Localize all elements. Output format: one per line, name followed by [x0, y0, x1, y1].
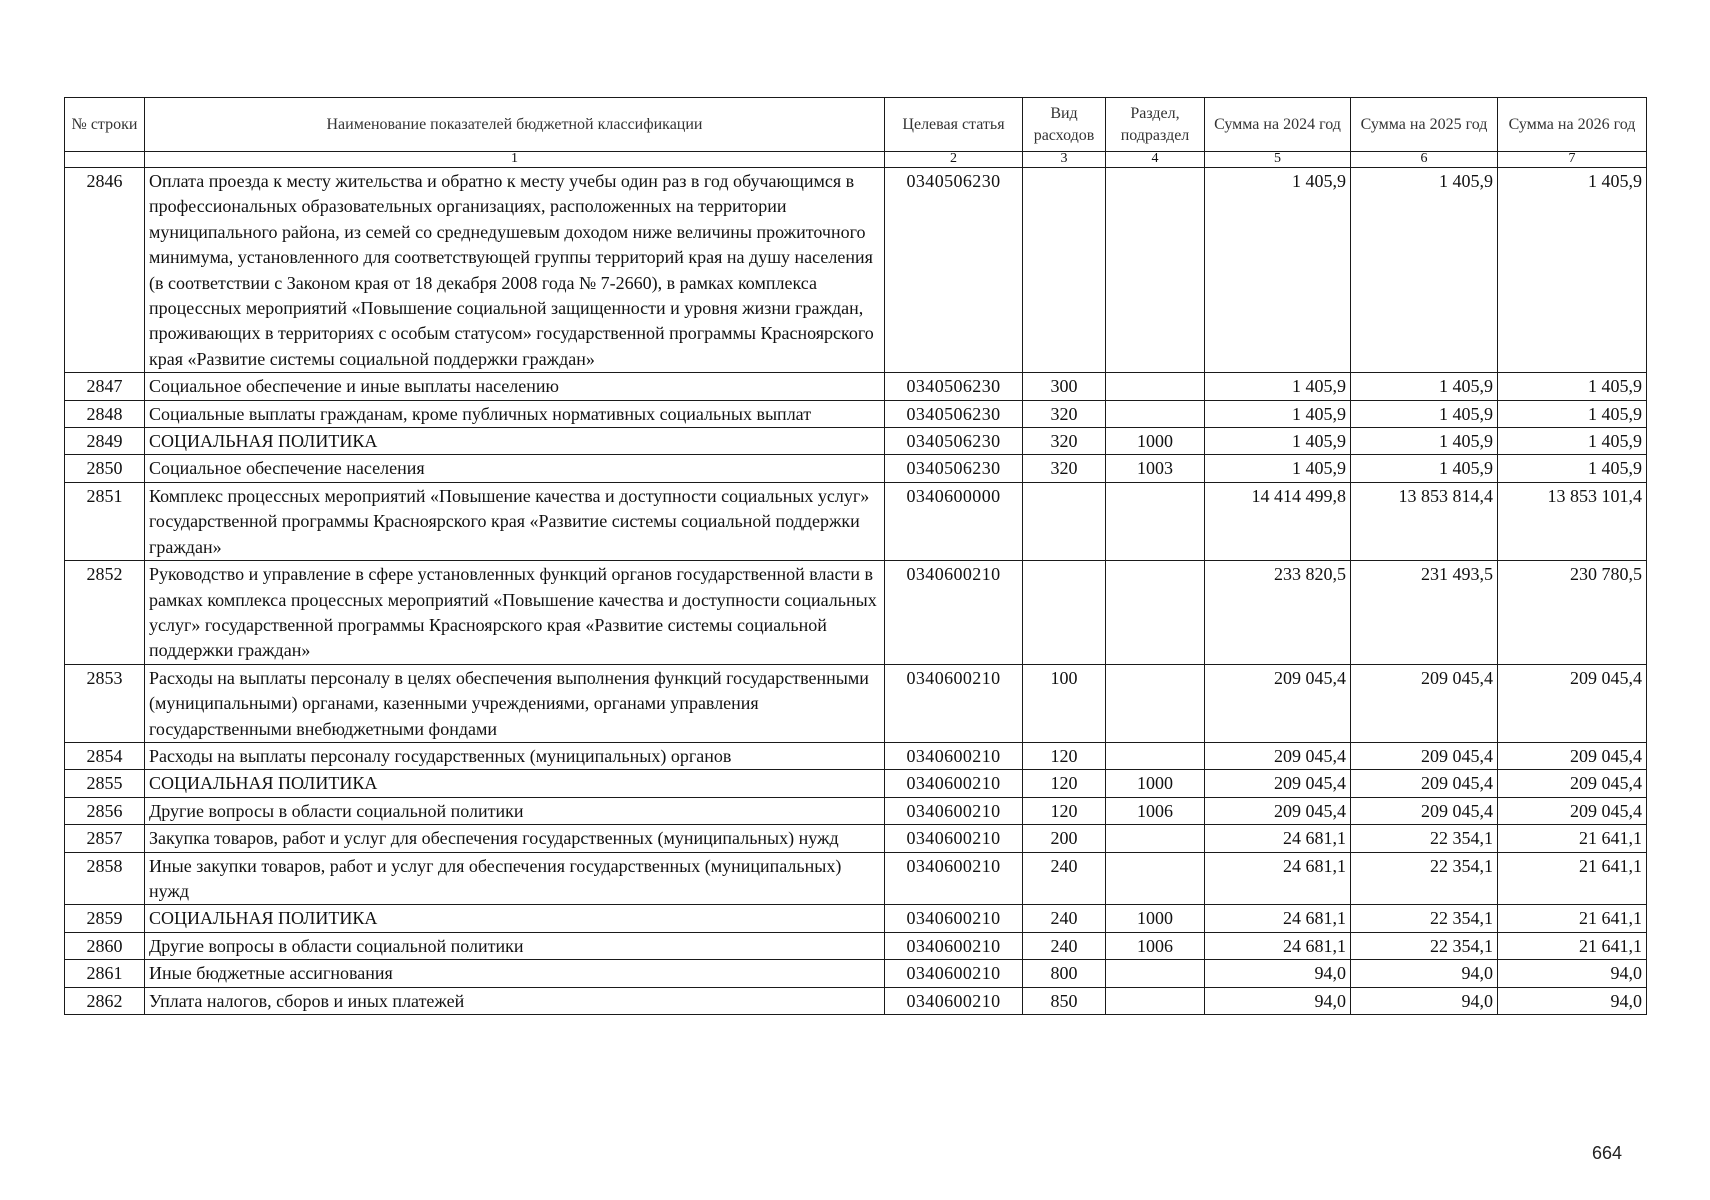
amount-2024: 209 045,4	[1205, 664, 1351, 742]
table-row	[65, 852, 1647, 905]
amount-2026: 209 045,4	[1498, 742, 1647, 769]
amount-2025: 231 493,5	[1351, 561, 1498, 665]
expense-type: 300	[1023, 373, 1106, 400]
amount-2025: 1 405,9	[1351, 428, 1498, 455]
target-article: 0340506230	[885, 168, 1023, 373]
budget-table-container	[64, 97, 1647, 1015]
amount-2026: 1 405,9	[1498, 428, 1647, 455]
section-code	[1106, 742, 1205, 769]
indicator-name: Закупка товаров, работ и услуг для обеспечения государственных (муниципальных) нужд	[145, 825, 885, 852]
amount-2024: 24 681,1	[1205, 825, 1351, 852]
amount-2025: 1 405,9	[1351, 168, 1498, 373]
indicator-name: Другие вопросы в области социальной политики	[145, 797, 885, 824]
table-row	[65, 455, 1647, 482]
amount-2025: 1 405,9	[1351, 400, 1498, 427]
amount-2025: 209 045,4	[1351, 742, 1498, 769]
table-row	[65, 742, 1647, 769]
indicator-name: Социальное обеспечение и иные выплаты населению	[145, 373, 885, 400]
amount-2025: 1 405,9	[1351, 455, 1498, 482]
target-article: 0340600210	[885, 905, 1023, 932]
row-number: 2862	[65, 987, 145, 1014]
indicator-name: СОЦИАЛЬНАЯ ПОЛИТИКА	[145, 770, 885, 797]
expense-type: 240	[1023, 932, 1106, 959]
table-row	[65, 932, 1647, 959]
table-row	[65, 482, 1647, 560]
column-number: 2	[885, 152, 1023, 168]
amount-2024: 209 045,4	[1205, 797, 1351, 824]
amount-2025: 94,0	[1351, 987, 1498, 1014]
section-code	[1106, 852, 1205, 905]
amount-2026: 209 045,4	[1498, 770, 1647, 797]
amount-2026: 21 641,1	[1498, 852, 1647, 905]
header-sum-2025: Сумма на 2025 год	[1351, 98, 1498, 152]
target-article: 0340506230	[885, 455, 1023, 482]
expense-type: 320	[1023, 455, 1106, 482]
expense-type: 120	[1023, 770, 1106, 797]
amount-2024: 94,0	[1205, 960, 1351, 987]
indicator-name: Иные закупки товаров, работ и услуг для обеспечения государственных (муниципальных) нужд	[145, 852, 885, 905]
amount-2024: 1 405,9	[1205, 168, 1351, 373]
amount-2026: 1 405,9	[1498, 168, 1647, 373]
amount-2024: 233 820,5	[1205, 561, 1351, 665]
row-number: 2856	[65, 797, 145, 824]
indicator-name: Оплата проезда к месту жительства и обратно к месту учебы один раз в год обучающимся в профессиональных образовательных организациях, расположенных на территории муниципального района, из семей со среднедушевым доходом ниже величины прожиточного минимума, установленного для соответствующей группы территорий края на душу населения (в соответствии с Законом края от 18 декабря 2008 года № 7-2660), в рамках комплекса процессных мероприятий «Повышение социальной защищенности и уровня жизни граждан, проживающих в территориях с особым статусом» государственной программы Красноярского края «Развитие системы социальной поддержки граждан»	[145, 168, 885, 373]
amount-2026: 1 405,9	[1498, 373, 1647, 400]
target-article: 0340506230	[885, 373, 1023, 400]
expense-type: 120	[1023, 742, 1106, 769]
section-code: 1000	[1106, 905, 1205, 932]
expense-type	[1023, 168, 1106, 373]
row-number: 2852	[65, 561, 145, 665]
amount-2024: 1 405,9	[1205, 428, 1351, 455]
amount-2026: 13 853 101,4	[1498, 482, 1647, 560]
indicator-name: Другие вопросы в области социальной политики	[145, 932, 885, 959]
expense-type: 240	[1023, 905, 1106, 932]
header-row	[65, 98, 1647, 152]
header-name: Наименование показателей бюджетной классификации	[145, 98, 885, 152]
row-number: 2857	[65, 825, 145, 852]
target-article: 0340600210	[885, 987, 1023, 1014]
column-number: 3	[1023, 152, 1106, 168]
row-number: 2858	[65, 852, 145, 905]
table-row	[65, 168, 1647, 373]
amount-2025: 209 045,4	[1351, 797, 1498, 824]
indicator-name: Иные бюджетные ассигнования	[145, 960, 885, 987]
indicator-name: Расходы на выплаты персоналу государственных (муниципальных) органов	[145, 742, 885, 769]
amount-2024: 209 045,4	[1205, 742, 1351, 769]
section-code	[1106, 987, 1205, 1014]
amount-2025: 22 354,1	[1351, 932, 1498, 959]
expense-type: 240	[1023, 852, 1106, 905]
table-body	[65, 168, 1647, 1015]
target-article: 0340600210	[885, 742, 1023, 769]
amount-2025: 22 354,1	[1351, 905, 1498, 932]
table-row	[65, 905, 1647, 932]
row-number: 2848	[65, 400, 145, 427]
column-number	[65, 152, 145, 168]
amount-2026: 94,0	[1498, 960, 1647, 987]
target-article: 0340600210	[885, 664, 1023, 742]
table-row	[65, 561, 1647, 665]
table-row	[65, 825, 1647, 852]
amount-2025: 209 045,4	[1351, 664, 1498, 742]
amount-2025: 22 354,1	[1351, 852, 1498, 905]
table-row	[65, 770, 1647, 797]
amount-2024: 24 681,1	[1205, 932, 1351, 959]
expense-type: 200	[1023, 825, 1106, 852]
section-code: 1006	[1106, 797, 1205, 824]
row-number: 2846	[65, 168, 145, 373]
section-code	[1106, 561, 1205, 665]
column-number: 5	[1205, 152, 1351, 168]
expense-type: 100	[1023, 664, 1106, 742]
row-number: 2860	[65, 932, 145, 959]
amount-2026: 230 780,5	[1498, 561, 1647, 665]
target-article: 0340600000	[885, 482, 1023, 560]
header-sum-2026: Сумма на 2026 год	[1498, 98, 1647, 152]
amount-2024: 1 405,9	[1205, 373, 1351, 400]
indicator-name: Уплата налогов, сборов и иных платежей	[145, 987, 885, 1014]
table-row	[65, 400, 1647, 427]
header-sum-2024: Сумма на 2024 год	[1205, 98, 1351, 152]
section-code	[1106, 373, 1205, 400]
indicator-name: Комплекс процессных мероприятий «Повышение качества и доступности социальных услуг» государственной программы Красноярского края «Развитие системы социальной поддержки граждан»	[145, 482, 885, 560]
table-row	[65, 373, 1647, 400]
amount-2025: 94,0	[1351, 960, 1498, 987]
expense-type: 320	[1023, 400, 1106, 427]
section-code	[1106, 482, 1205, 560]
amount-2026: 209 045,4	[1498, 664, 1647, 742]
table-row	[65, 960, 1647, 987]
expense-type: 320	[1023, 428, 1106, 455]
row-number: 2850	[65, 455, 145, 482]
amount-2024: 1 405,9	[1205, 455, 1351, 482]
header-expense-type: Вид расходов	[1023, 98, 1106, 152]
indicator-name: СОЦИАЛЬНАЯ ПОЛИТИКА	[145, 905, 885, 932]
indicator-name: Руководство и управление в сфере установленных функций органов государственной власти в рамках комплекса процессных мероприятий «Повышение качества и доступности социальных услуг» государственной программы Красноярского края «Развитие системы социальной поддержки граждан»	[145, 561, 885, 665]
expense-type: 850	[1023, 987, 1106, 1014]
expense-type: 800	[1023, 960, 1106, 987]
column-number: 6	[1351, 152, 1498, 168]
expense-type	[1023, 482, 1106, 560]
row-number: 2847	[65, 373, 145, 400]
header-target: Целевая статья	[885, 98, 1023, 152]
target-article: 0340600210	[885, 770, 1023, 797]
target-article: 0340600210	[885, 825, 1023, 852]
amount-2024: 94,0	[1205, 987, 1351, 1014]
amount-2026: 1 405,9	[1498, 400, 1647, 427]
section-code	[1106, 168, 1205, 373]
amount-2026: 209 045,4	[1498, 797, 1647, 824]
budget-table	[64, 97, 1647, 1015]
amount-2025: 22 354,1	[1351, 825, 1498, 852]
indicator-name: Социальное обеспечение населения	[145, 455, 885, 482]
row-number: 2853	[65, 664, 145, 742]
indicator-name: Социальные выплаты гражданам, кроме публичных нормативных социальных выплат	[145, 400, 885, 427]
target-article: 0340600210	[885, 797, 1023, 824]
row-number: 2859	[65, 905, 145, 932]
target-article: 0340506230	[885, 428, 1023, 455]
page-number: 664	[1592, 1143, 1623, 1163]
column-number-row	[65, 152, 1647, 168]
section-code	[1106, 960, 1205, 987]
amount-2024: 209 045,4	[1205, 770, 1351, 797]
target-article: 0340600210	[885, 561, 1023, 665]
table-row	[65, 797, 1647, 824]
expense-type: 120	[1023, 797, 1106, 824]
section-code: 1006	[1106, 932, 1205, 959]
amount-2026: 21 641,1	[1498, 932, 1647, 959]
amount-2026: 21 641,1	[1498, 825, 1647, 852]
column-number: 7	[1498, 152, 1647, 168]
row-number: 2849	[65, 428, 145, 455]
amount-2024: 1 405,9	[1205, 400, 1351, 427]
amount-2026: 94,0	[1498, 987, 1647, 1014]
target-article: 0340600210	[885, 932, 1023, 959]
section-code	[1106, 825, 1205, 852]
amount-2025: 1 405,9	[1351, 373, 1498, 400]
amount-2026: 1 405,9	[1498, 455, 1647, 482]
target-article: 0340600210	[885, 960, 1023, 987]
section-code: 1000	[1106, 428, 1205, 455]
amount-2024: 24 681,1	[1205, 852, 1351, 905]
section-code	[1106, 664, 1205, 742]
section-code: 1000	[1106, 770, 1205, 797]
target-article: 0340600210	[885, 852, 1023, 905]
header-row-no: № строки	[65, 98, 145, 152]
row-number: 2851	[65, 482, 145, 560]
target-article: 0340506230	[885, 400, 1023, 427]
amount-2026: 21 641,1	[1498, 905, 1647, 932]
column-number: 4	[1106, 152, 1205, 168]
indicator-name: СОЦИАЛЬНАЯ ПОЛИТИКА	[145, 428, 885, 455]
header-section: Раздел, подраздел	[1106, 98, 1205, 152]
section-code: 1003	[1106, 455, 1205, 482]
amount-2024: 24 681,1	[1205, 905, 1351, 932]
amount-2025: 209 045,4	[1351, 770, 1498, 797]
amount-2024: 14 414 499,8	[1205, 482, 1351, 560]
row-number: 2855	[65, 770, 145, 797]
table-row	[65, 428, 1647, 455]
amount-2025: 13 853 814,4	[1351, 482, 1498, 560]
table-row	[65, 987, 1647, 1014]
row-number: 2861	[65, 960, 145, 987]
table-row	[65, 664, 1647, 742]
column-number: 1	[145, 152, 885, 168]
expense-type	[1023, 561, 1106, 665]
indicator-name: Расходы на выплаты персоналу в целях обеспечения выполнения функций государственными (муниципальными) органами, казенными учреждениями, органами управления государственными внебюджетными фондами	[145, 664, 885, 742]
row-number: 2854	[65, 742, 145, 769]
section-code	[1106, 400, 1205, 427]
